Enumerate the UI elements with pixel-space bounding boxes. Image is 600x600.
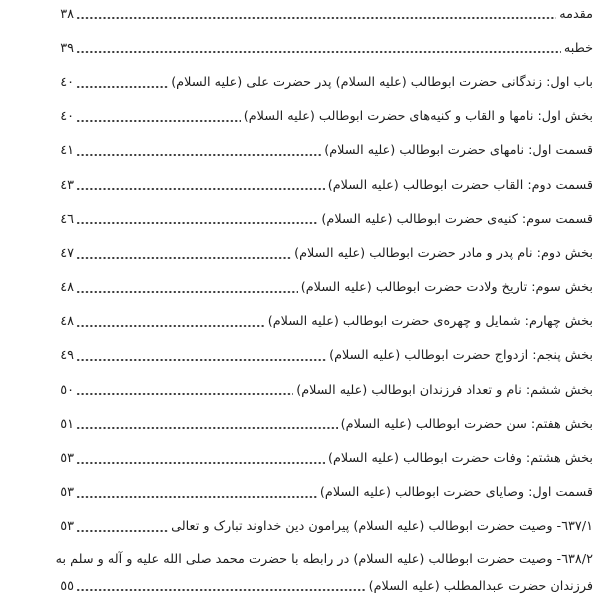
toc-entry-title: بخش هفتم: سن حضرت ابوطالب (علیه السلام) bbox=[340, 416, 593, 432]
toc-entry-page-number: ٤٠ bbox=[60, 74, 74, 90]
toc-entry-title: بخش پنجم: ازدواج حضرت ابوطالب (علیه السلام) bbox=[329, 348, 593, 364]
dot-leader bbox=[76, 76, 168, 89]
toc-entry-page-number: ٣٨ bbox=[60, 6, 74, 22]
dot-leader bbox=[76, 110, 241, 123]
dot-leader bbox=[76, 8, 556, 21]
toc-entry-title: قسمت دوم: القاب حضرت ابوطالب (علیه السلام) bbox=[327, 177, 593, 193]
toc-entry-title: خطبه bbox=[563, 40, 593, 56]
toc-entry bbox=[0, 544, 593, 598]
toc-entry-title: باب اول: زندگانی حضرت ابوطالب (علیه السلام) پدر حضرت علی (علیه السلام) bbox=[171, 74, 593, 90]
toc-entry-title: بخش سوم: تاریخ ولادت حضرت ابوطالب (علیه السلام) bbox=[300, 280, 593, 296]
toc-entry-page-number: ٤٦ bbox=[60, 211, 74, 227]
toc-entry-page-number: ٣٩ bbox=[60, 40, 74, 56]
toc-entry bbox=[0, 373, 593, 407]
toc-entry bbox=[0, 0, 593, 31]
toc-entry-page-number: ٥٥ bbox=[60, 578, 74, 594]
dot-leader bbox=[76, 247, 291, 260]
toc-entry-page-number: ٤١ bbox=[60, 143, 74, 159]
toc-entry-title: بخش چهارم: شمایل و چهره‌ی حضرت ابوطالب (علیه السلام) bbox=[267, 314, 593, 330]
dot-leader bbox=[76, 452, 325, 465]
toc-entry-title: قسمت اول: نامهای حضرت ابوطالب (علیه السلام) bbox=[324, 143, 593, 159]
toc-entry-page-number: ٤٨ bbox=[60, 280, 74, 296]
dot-leader bbox=[76, 486, 317, 499]
toc-entry-page-number: ٤٠ bbox=[60, 109, 74, 125]
toc-entry-page-number: ٥٣ bbox=[60, 485, 74, 501]
toc-entry-title: بخش هشتم: وفات حضرت ابوطالب (علیه السلام) bbox=[327, 451, 593, 467]
toc-entry-page-number: ٥٣ bbox=[60, 451, 74, 467]
toc-entry-title: ٦٣٨/٢- وصیت حضرت ابوطالب (علیه السلام) در رابطه با حضرت محمد صلی الله علیه و آله و سلم به bbox=[55, 551, 593, 567]
toc-entry bbox=[0, 339, 593, 373]
toc-entry bbox=[0, 441, 593, 475]
dot-leader bbox=[76, 349, 326, 362]
toc-entry-title: ٦٣٧/١- وصیت حضرت ابوطالب (علیه السلام) پیرامون دین خداوند تبارک و تعالی bbox=[171, 519, 593, 535]
dot-leader bbox=[76, 281, 298, 294]
toc-entry-page-number: ٥٣ bbox=[60, 519, 74, 535]
toc-entry bbox=[0, 168, 593, 202]
toc-entry-title: بخش اول: نامها و القاب و کنیه‌های حضرت ابوطالب (علیه السلام) bbox=[243, 109, 593, 125]
toc-entry-page-number: ٤٧ bbox=[60, 245, 74, 261]
dot-leader bbox=[76, 42, 561, 55]
toc-entry-page-number: ٤٩ bbox=[60, 348, 74, 364]
toc-entry bbox=[0, 510, 593, 544]
toc-entry-page-number: ٥٠ bbox=[60, 382, 74, 398]
toc-entry bbox=[0, 476, 593, 510]
dot-leader bbox=[76, 315, 265, 328]
dot-leader bbox=[76, 144, 321, 157]
toc-entry bbox=[0, 134, 593, 168]
toc-entry bbox=[0, 100, 593, 134]
toc-entry-continuation bbox=[0, 574, 593, 598]
toc-entry bbox=[0, 65, 593, 99]
toc-entry-page-number: ٥١ bbox=[60, 416, 74, 432]
toc-entry bbox=[0, 305, 593, 339]
dot-leader bbox=[76, 418, 338, 431]
toc-entry bbox=[0, 31, 593, 65]
toc-entry-title: بخش دوم: نام پدر و مادر حضرت ابوطالب (علیه السلام) bbox=[294, 245, 593, 261]
toc-entry-title-line2: فرزندان حضرت عبدالمطلب (علیه السلام) bbox=[368, 578, 593, 594]
dot-leader bbox=[76, 580, 366, 593]
toc-entry bbox=[0, 271, 593, 305]
toc-entry bbox=[0, 236, 593, 270]
toc-entry-title: بخش ششم: نام و تعداد فرزندان ابوطالب (علیه السلام) bbox=[296, 382, 593, 398]
dot-leader bbox=[76, 179, 325, 192]
toc-entry-title: قسمت اول: وصایای حضرت ابوطالب (علیه السلام) bbox=[319, 485, 593, 501]
dot-leader bbox=[76, 520, 168, 533]
dot-leader bbox=[76, 384, 293, 397]
toc-entry-page-number: ٤٣ bbox=[60, 177, 74, 193]
toc-entry bbox=[0, 407, 593, 441]
toc-entry-title: قسمت سوم: کنیه‌ی حضرت ابوطالب (علیه السلام) bbox=[321, 211, 593, 227]
dot-leader bbox=[76, 213, 318, 226]
toc-entry bbox=[0, 202, 593, 236]
toc-entry-page-number: ٤٨ bbox=[60, 314, 74, 330]
toc-entry-title: مقدمه bbox=[559, 6, 593, 22]
